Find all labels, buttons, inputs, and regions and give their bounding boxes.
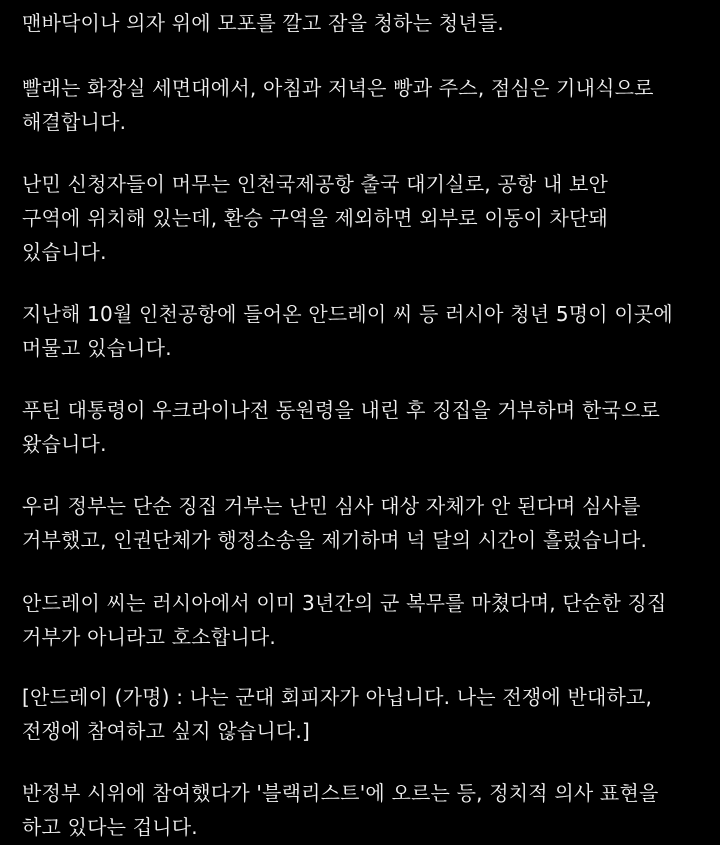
paragraph-line: 안드레이 씨는 러시아에서 이미 3년간의 군 복무를 마쳤다며, 단순한 징집 [22,591,667,615]
paragraph-line: 빨래는 화장실 세면대에서, 아침과 저녁은 빵과 주스, 점심은 기내식으로 [22,76,654,100]
paragraph-7 [22,586,667,654]
paragraph-1 [22,6,504,40]
paragraph-line: 왔습니다. [22,432,107,456]
paragraph-line: 전쟁에 참여하고 싶지 않습니다.] [22,719,310,743]
paragraph-line: 난민 신청자들이 머무는 인천국제공항 출국 대기실로, 공항 내 보안 [22,172,609,196]
paragraph-9 [22,776,659,844]
paragraph-line: 거부했고, 인권단체가 행정소송을 제기하며 넉 달의 시간이 흘렀습니다. [22,528,648,552]
paragraph-line: 하고 있다는 겁니다. [22,815,198,839]
paragraph-line: 우리 정부는 단순 징집 거부는 난민 심사 대상 자체가 안 된다며 심사를 [22,494,641,518]
paragraph-line: 맨바닥이나 의자 위에 모포를 깔고 잠을 청하는 청년들. [22,11,504,35]
paragraph-2 [22,71,654,139]
paragraph-line: 푸틴 대통령이 우크라이나전 동원령을 내린 후 징집을 거부하며 한국으로 [22,398,661,422]
paragraph-line: 반정부 시위에 참여했다가 '블랙리스트'에 오르는 등, 정치적 의사 표현을 [22,781,659,805]
paragraph-line: 지난해 10월 인천공항에 들어온 안드레이 씨 등 러시아 청년 5명이 이곳에 [22,302,673,326]
paragraph-8-quote [22,680,652,748]
paragraph-5 [22,393,660,461]
paragraph-line: 있습니다. [22,240,107,264]
paragraph-6 [22,489,647,557]
paragraph-3 [22,167,608,269]
paragraph-line: [안드레이 (가명) : 나는 군대 회피자가 아닙니다. 나는 전쟁에 반대하고, [22,685,653,709]
paragraph-4 [22,297,673,365]
paragraph-line: 머물고 있습니다. [22,336,172,360]
paragraph-line: 구역에 위치해 있는데, 환승 구역을 제외하면 외부로 이동이 차단돼 [22,206,609,230]
paragraph-line: 거부가 아니라고 호소합니다. [22,625,276,649]
paragraph-line: 해결합니다. [22,110,127,134]
